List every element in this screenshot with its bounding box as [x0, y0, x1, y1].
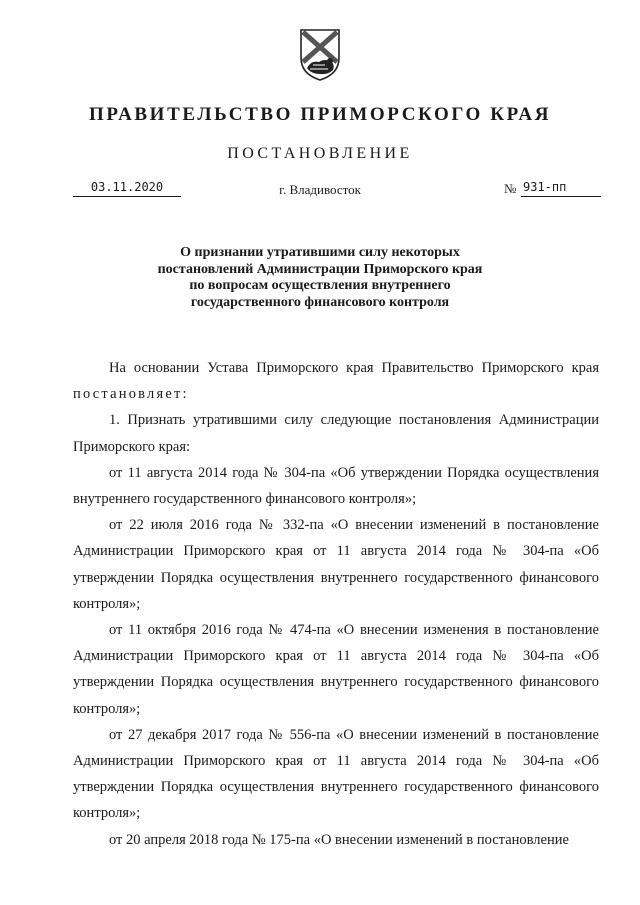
document-body: [73, 355, 599, 853]
document-type-title: ПОСТАНОВЛЕНИЕ: [227, 145, 413, 162]
intro-paragraph: [73, 355, 599, 407]
document-subject: [100, 245, 540, 311]
subject-line: государственного финансового контроля: [190, 294, 450, 310]
resolution-item: от 27 декабря 2017 года № 556-па «О внесении изменений в постановление Администрации Приморского края от 11 августа 2014 года № 304-па «Об утверждении Порядка осуществления внутреннего государственного финансового контроля»;: [73, 726, 599, 822]
document-city: г. Владивосток: [279, 182, 361, 197]
document-date: 03.11.2020: [73, 180, 181, 197]
document-number: 931-пп: [521, 180, 601, 197]
resolves-word: постановляет:: [73, 386, 189, 403]
resolution-item: от 22 июля 2016 года № 332-па «О внесении изменений в постановление Администрации Приморского края от 11 августа 2014 года № 304-па «Об утверждении Порядка осуществления внутреннего государственного финансового контроля»;: [73, 517, 599, 612]
government-title: ПРАВИТЕЛЬСТВО ПРИМОРСКОГО КРАЯ: [88, 104, 552, 125]
subject-line: О признании утратившими силу некоторых: [180, 245, 460, 260]
subject-line: по вопросам осуществления внутреннего: [189, 278, 451, 293]
intro-text: На основании Устава Приморского края Правительство Приморского края: [109, 360, 599, 376]
resolution-item: от 11 октября 2016 года № 474-па «О внесении изменения в постановление Администрации Приморского края от 11 августа 2014 года № 304-па «Об утверждении Порядка осуществления внутреннего государственного финансового контроля»;: [73, 622, 599, 717]
subject-line: постановлений Администрации Приморского края: [157, 261, 483, 277]
resolution-item: от 11 августа 2014 года № 304-па «Об утверждении Порядка осуществления внутреннего государственного финансового контроля»;: [73, 464, 599, 508]
number-sign: №: [504, 181, 517, 196]
item-1-paragraph: 1. Признать утратившими силу следующие постановления Администрации Приморского края:: [73, 412, 599, 455]
coat-of-arms-emblem: [298, 28, 342, 82]
resolution-item: от 20 апреля 2018 года № 175-па «О внесении изменений в постановление: [109, 831, 569, 848]
